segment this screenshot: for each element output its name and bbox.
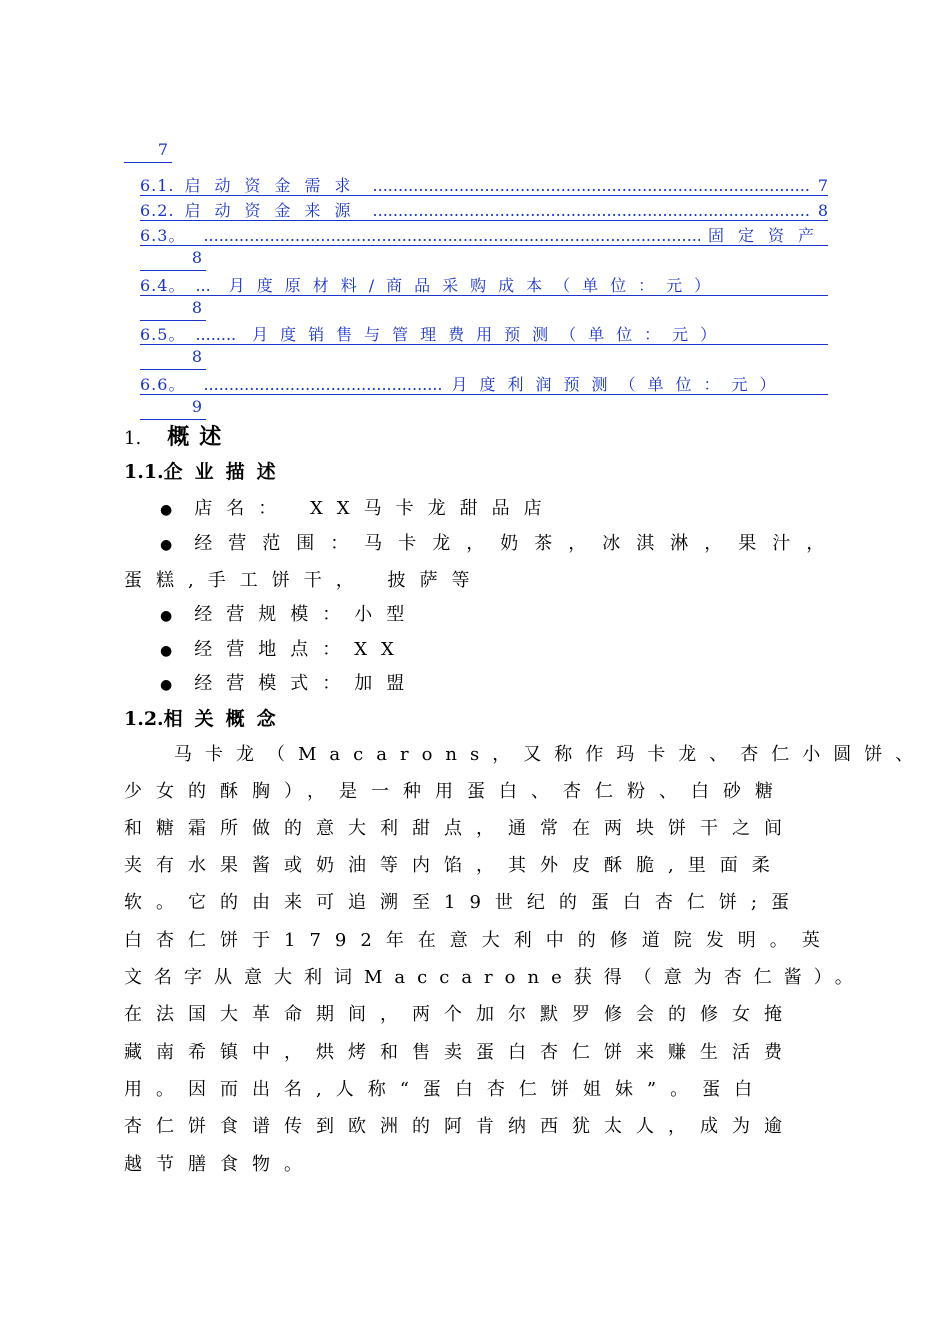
subsection-title: 相关概念 (163, 708, 288, 730)
toc-entry-title: 固定资产 (707, 226, 828, 245)
paragraph-line: 藏南希镇中，烘烤和售卖蛋白杏仁饼来赚生活费 (124, 1042, 796, 1063)
bullet-icon: ● (160, 677, 173, 693)
list-item-text: 经营规模：小型 (194, 604, 419, 625)
list-item-text: 经营地点：XX (194, 639, 408, 660)
toc-leader-dots (373, 176, 810, 195)
toc-entry-title: 月度原材料/商品采购成本（单位：元） (228, 276, 723, 295)
toc-entry-6-6-page[interactable] (140, 397, 206, 420)
toc-entry-page: 7 (817, 176, 828, 195)
toc-page-number: 7 (157, 140, 168, 159)
toc-entry-number: 6.4。 (140, 276, 186, 295)
subsection-title: 企业描述 (163, 461, 288, 483)
toc-entry-6-5[interactable] (140, 322, 828, 345)
paragraph-line: 软。它的由来可追溯至19世纪的蛋白杏仁饼;蛋 (124, 892, 803, 913)
toc-leader-dots (203, 375, 443, 394)
toc-entry-6-2[interactable] (140, 198, 828, 221)
toc-entry-6-6[interactable] (140, 372, 828, 395)
list-item (160, 635, 408, 661)
list-item (160, 494, 556, 520)
toc-entry-6-3-page[interactable] (140, 248, 206, 271)
bullet-icon: ● (160, 537, 173, 553)
bullet-icon: ● (160, 608, 173, 624)
list-item-continuation: 蛋糕,手工饼干， 披萨等 (124, 570, 484, 591)
toc-entry-page: 8 (191, 248, 202, 267)
toc-entry-6-4-page[interactable] (140, 298, 206, 321)
list-item-text: 店名： XX马卡龙甜品店 (194, 498, 556, 519)
toc-entry-page: 8 (817, 201, 828, 220)
list-item (160, 600, 418, 626)
toc-entry-page: 9 (191, 397, 202, 416)
subsection-heading-1-1 (124, 457, 288, 484)
toc-entry-6-1[interactable] (140, 173, 828, 196)
toc-entry-number: 6.1. (140, 176, 175, 195)
toc-leader-dots (203, 226, 700, 245)
bullet-icon: ● (160, 643, 173, 659)
paragraph-line: 用。因而出名,人称“蛋白杏仁饼姐妹”。蛋白 (124, 1079, 767, 1100)
toc-entry-6-5-page[interactable] (140, 347, 206, 370)
toc-top-page[interactable] (124, 140, 172, 163)
paragraph-line: 杏仁饼食谱传到欧洲的阿肯纳西犹太人，成为逾 (124, 1116, 796, 1137)
paragraph-line: 少女的酥胸），是一种用蛋白、杏仁粉、白砂糖 (124, 781, 787, 802)
paragraph-line: 夹有水果酱或奶油等内馅，其外皮酥脆,里面柔 (124, 855, 784, 876)
paragraph-line: 马卡龙（Macarons，又称作玛卡龙、杏仁小圆饼、 (174, 744, 927, 765)
toc-entry-page: 8 (191, 298, 202, 317)
toc-entry-number: 6.5。 (140, 325, 186, 344)
toc-leader-dots (373, 201, 810, 220)
list-item (160, 529, 840, 555)
section-title: 概述 (167, 424, 232, 450)
section-heading (124, 420, 231, 451)
subsection-number: 1.2. (124, 708, 164, 730)
paragraph-line: 在法国大革命期间，两个加尔默罗修会的修女掩 (124, 1004, 796, 1025)
toc-entry-prefix: ........ (195, 325, 237, 344)
toc-entry-6-3[interactable] (140, 223, 828, 246)
bullet-icon: ● (160, 502, 173, 518)
paragraph-line: 文名字从意大利词Maccarone获得（意为杏仁酱）。 (124, 967, 865, 988)
toc-entry-title: 月度销售与管理费用预测（单位：元） (252, 325, 729, 344)
toc-entry-6-4[interactable] (140, 273, 828, 296)
toc-entry-title: 启动资金来源 (184, 201, 365, 220)
paragraph-line: 越节膳食物。 (124, 1154, 316, 1175)
toc-entry-title: 启动资金需求 (184, 176, 365, 195)
toc-entry-title: 月度利润预测（单位：元） (451, 375, 788, 394)
paragraph-line: 白杏仁饼于1792年在意大利中的修道院发明。英 (124, 930, 834, 951)
toc-entry-number: 6.6。 (140, 375, 186, 394)
toc-entry-number: 6.2. (140, 201, 175, 220)
section-number: 1. (124, 428, 142, 449)
list-item-text: 经营模式：加盟 (194, 673, 419, 694)
subsection-heading-1-2 (124, 704, 288, 731)
list-item-text: 经营范围：马卡龙，奶茶，冰淇淋，果汁， (194, 533, 841, 554)
subsection-number: 1.1. (124, 461, 164, 483)
toc-entry-page: 8 (191, 347, 202, 366)
paragraph-line: 和糖霜所做的意大利甜点，通常在两块饼干之间 (124, 818, 796, 839)
list-item (160, 669, 418, 695)
toc-entry-prefix: ... (195, 276, 211, 295)
toc-entry-number: 6.3。 (140, 226, 186, 245)
